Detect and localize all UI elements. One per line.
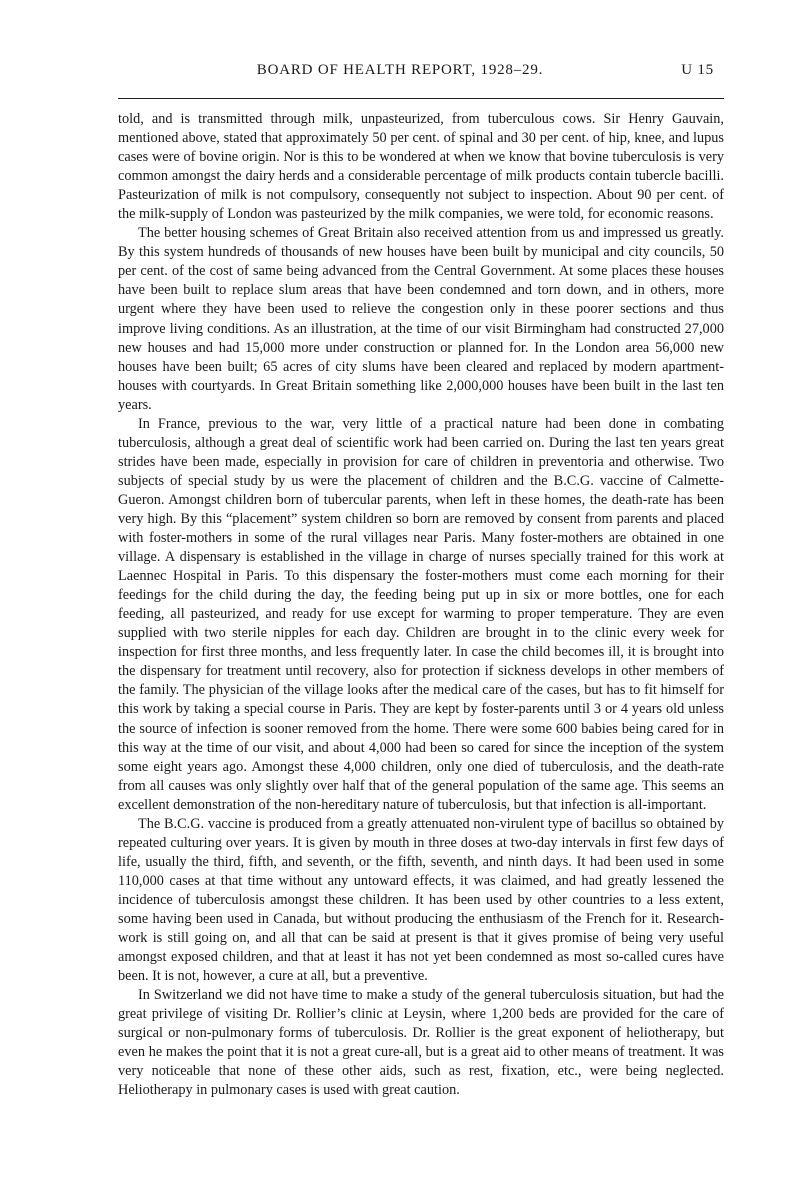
header-rule <box>118 98 724 99</box>
paragraph-housing: The better housing schemes of Great Britain also received attention from us and impressed us greatly. By this system hundreds of thousands of new houses have been built by municipal and city councils, 50 per cent. of the cost of same being advanced from the Central Government. At some places these houses have been built to replace slum areas that have been condemned and torn down, and in others, more urgent where they have been used to relieve the congestion only in these poorer sections and thus improve living conditions. As an illustration, at the time of our visit Birmingham had constructed 27,000 new houses and had 15,000 more under construction or planned for. In the London area 56,000 new houses have been built; 65 acres of city slums have been cleared and replaced by modern apartment-houses with courtyards. In Great Britain something like 2,000,000 houses have been built in the last ten years. <box>118 225 724 413</box>
paragraph-switzerland: In Switzerland we did not have time to make a study of the general tuberculosis situation, but had the great privilege of visiting Dr. Rollier’s clinic at Leysin, where 1,200 beds are provided for the care of surgical or non-pulmonary forms of tuberculosis. Dr. Rollier is the great exponent of heliotherapy, but even he makes the point that it is not a great cure-all, but is a great aid to other means of treatment. It was very noticeable that none of these other aids, such as rest, fixation, etc., were being neglected. Heliotherapy in pulmonary cases is used with great caution. <box>118 987 724 1099</box>
body-text <box>118 110 724 1100</box>
paragraph-france: In France, previous to the war, very little of a practical nature had been done in combating tuberculosis, although a great deal of scientific work had been carried on. During the last ten years great strides have been made, especially in provision for care of children in preventoria and otherwise. Two subjects of special study by us were the placement of children and the B.C.G. vaccine of Calmette-Gueron. Amongst children born of tubercular parents, when left in these homes, the death-rate has been very high. By this “placement” system children so born are removed by consent from parents and placed with foster-mothers in some of the rural villages near Paris. Many foster-mothers are obtained in one village. A dispensary is established in the village in charge of nurses specially trained for this work at Laennec Hospital in Paris. To this dispensary the foster-mothers must come each morning for their feedings for the child during the day, the feeding being put up in six or more bottles, one for each feeding, all pasteurized, and ready for use except for warming to proper temperature. They are even supplied with two sterile nipples for each day. Children are brought in to the clinic every week for inspection for first three months, and less frequently later. In case the child becomes ill, it is brought into the dispensary for treatment until recovery, also for protection if sickness develops in other members of the family. The physician of the village looks after the medical care of the cases, but has to fit himself for this work by taking a special course in Paris. They are kept by foster-parents until 3 or 4 years old unless the source of infection is sooner removed from the home. There were some 600 babies being cared for in this way at the time of our visit, and about 4,000 had been so cared for since the inception of the system some eight years ago. Amongst these 4,000 children, only one died of tuberculosis, and the death-rate from all causes was only slightly over half that of the general population of the same age. This seems an excellent demonstration of the non-hereditary nature of tuberculosis, but that infection is all-important. <box>118 415 724 813</box>
header-title: BOARD OF HEALTH REPORT, 1928–29. <box>256 62 544 78</box>
running-header <box>0 62 800 86</box>
page-number: U 15 <box>681 62 714 78</box>
paragraph-bcg-vaccine: The B.C.G. vaccine is produced from a greatly attenuated non-virulent type of bacillus so obtained by repeated culturing over years. It is given by mouth in three doses at two-day intervals in first few days of life, usually the third, fifth, and seventh, or the fifth, seventh, and ninth days. It had been used in some 110,000 cases at that time without any untoward effects, it was claimed, and had greatly lessened the incidence of tuberculosis amongst these children. It has been used by other countries to a less extent, some having been used in Canada, but without producing the enthusiasm of the French for it. Research-work is still going on, and all that can be said at present is that it gives promise of being very useful amongst exposed children, and that at least it has not yet been condemned as most so-called cures have been. It is not, however, a cure at all, but a preventive. <box>118 815 724 985</box>
paragraph-milk: told, and is transmitted through milk, unpasteurized, from tuberculous cows. Sir Henry Gauvain, mentioned above, stated that approximately 50 per cent. of spinal and 30 per cent. of hip, knee, and lupus cases were of bovine origin. Nor is this to be wondered at when we know that bovine tuberculosis is very common amongst the dairy herds and a considerable percentage of milk products contain tubercle bacilli. Pasteurization of milk is not compulsory, consequently not subject to inspection. About 90 per cent. of the milk-supply of London was pasteurized by the milk companies, we were told, for economic reasons. <box>118 111 724 223</box>
